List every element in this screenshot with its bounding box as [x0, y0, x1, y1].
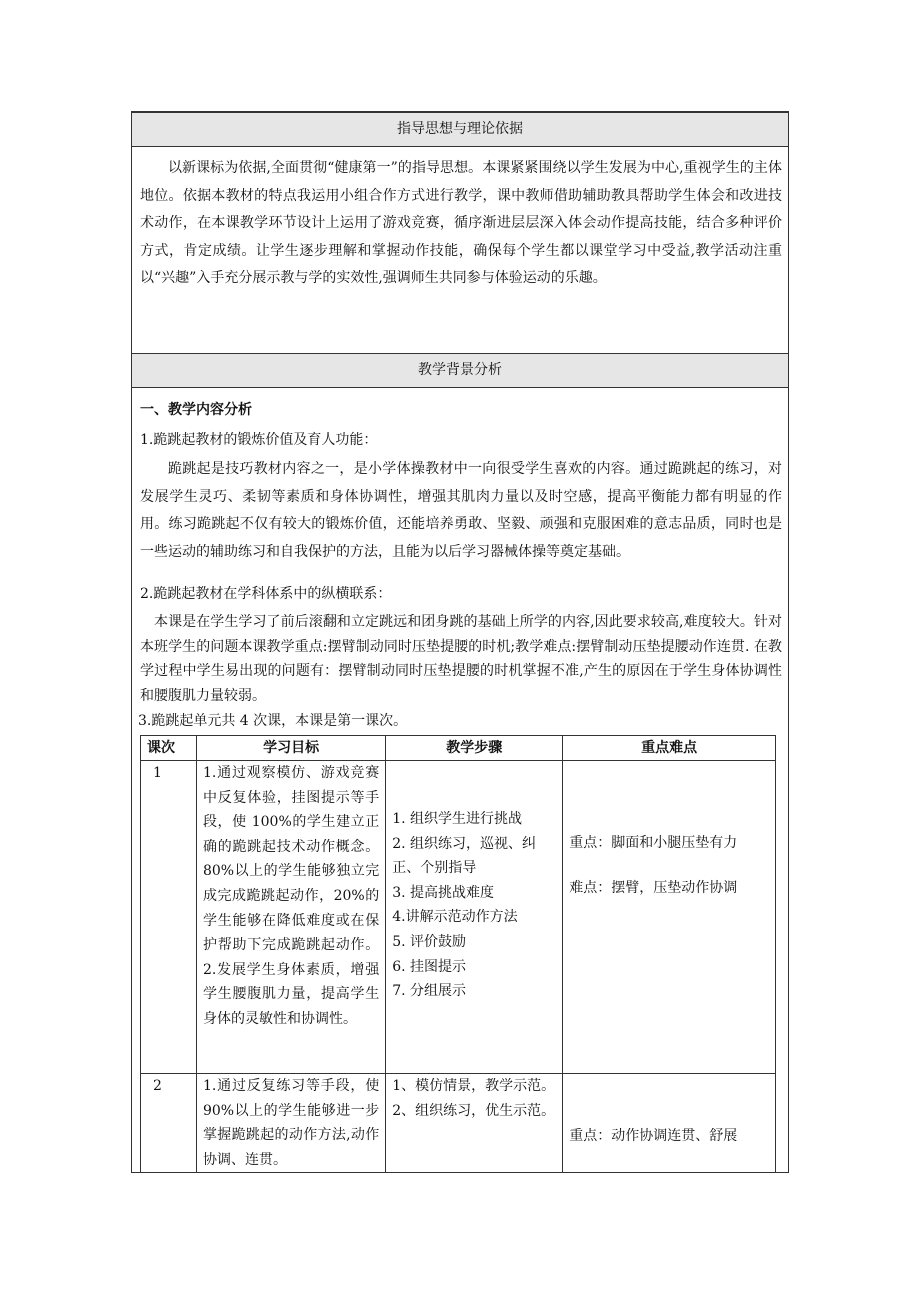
item2-title: 2.跪跳起教材在学科体系中的纵横联系：	[140, 586, 392, 602]
item1-paragraph	[140, 456, 782, 566]
lesson-number: 1	[141, 761, 197, 1074]
col-header-lesson: 课次	[141, 736, 197, 761]
step-item: 5. 评价鼓励	[392, 933, 467, 950]
item2-paragraph	[140, 610, 782, 708]
item1-title: 1.跪跳起教材的锻炼价值及育人功能：	[140, 432, 378, 448]
lesson-number: 2	[141, 1074, 197, 1173]
section-header-background-analysis: 教学背景分析	[132, 353, 788, 388]
key-point: 重点：脚面和小腿压垫有力	[569, 835, 738, 851]
step-item: 6. 挂图提示	[392, 958, 467, 975]
guiding-ideology-text: 以新课标为依据,全面贯彻“健康第一”的指导思想。本课紧紧围绕以学生发展为中心,重视学生的主体地位。依据本教材的特点我运用小组合作方式进行教学，课中教师借助辅助教具帮助学生体会和改进技术动作，在本课教学环节设计上运用了游戏竞赛，循序渐进层层深入体会动作提高技能，结合多种评价方式，肯定成绩。让学生逐步理解和掌握动作技能，确保每个学生都以课堂学习中受益,教学活动注重以“兴趣”入手充分展示教与学的实效性,强调师生共同参与体验运动的乐趣。	[140, 160, 782, 287]
learning-goal: 1.通过观察模仿、游戏竞赛中反复体验，挂图提示等手段，使 100%的学生建立正确的跪跳起技术动作概念。80%以上的学生能够独立完成完成跪跳起动作，20%的学生能够在降低难度或在保护帮助下完成跪跳起动作。2.发展学生身体素质，增强学生腰腹肌力量，提高学生身体的灵敏性和协调性。	[196, 761, 385, 1074]
step-item: 1. 组织学生进行挑战	[392, 811, 523, 827]
key-point: 重点：动作协调连贯、舒展	[569, 1128, 738, 1144]
teaching-steps	[386, 1074, 563, 1173]
col-header-steps: 教学步骤	[386, 736, 563, 761]
learning-goal: 1.通过反复练习等手段，使 90%以上的学生能够进一步掌握跪跳起的动作方法,动作协调、连贯。	[196, 1074, 385, 1173]
content-analysis-heading: 一、教学内容分析	[140, 402, 252, 418]
step-item: 3. 提高挑战难度	[392, 884, 495, 901]
lesson-schedule-table	[140, 735, 776, 1173]
table-row	[141, 1074, 776, 1173]
lesson-plan-frame	[131, 111, 789, 1173]
step-item: 7. 分组展示	[392, 983, 467, 1000]
key-difficult-points	[563, 761, 776, 1074]
step-item: 2、组织练习，优生示范。	[392, 1102, 556, 1119]
col-header-goal: 学习目标	[196, 736, 385, 761]
step-item: 4.讲解示范动作方法	[392, 909, 518, 926]
guiding-ideology-paragraph	[140, 155, 782, 293]
item3-text: 3.跪跳起单元共 4 次课，本课是第一课次。	[138, 713, 408, 729]
table-header-row	[141, 736, 776, 761]
item1-text: 跪跳起是技巧教材内容之一，是小学体操教材中一向很受学生喜欢的内容。通过跪跳起的练习，对发展学生灵巧、柔韧等素质和身体协调性，增强其肌肉力量以及时空感，提高平衡能力都有明显的作用。练习跪跳起不仅有较大的锻炼价值，还能培养勇敢、坚毅、顽强和克服困难的意志品质，同时也是一些运动的辅助练习和自我保护的方法，且能为以后学习器械体操等奠定基础。	[140, 461, 782, 560]
difficult-point: 难点：摆臂，压垫动作协调	[569, 879, 738, 896]
teaching-steps	[386, 761, 563, 1074]
section-header-guiding-ideology: 指导思想与理论依据	[132, 112, 788, 147]
step-item: 2. 组织练习，巡视、纠正、个别指导	[392, 835, 537, 877]
step-item: 1、模仿情景，教学示范。	[392, 1078, 556, 1094]
item2-text: 本课是在学生学习了前后滚翻和立定跳远和团身跳的基础上所学的内容,因此要求较高,难度较大。针对本班学生的问题本课教学重点:摆臂制动同时压垫提腰的时机;教学难点:摆臂制动压垫提腰动作连贯. 在教学过程中学生易出现的问题有：摆臂制动同时压垫提腰的时机掌握不准,产生的原因在于学生身体协调性和腰腹肌力量较弱。	[140, 614, 782, 704]
table-row	[141, 761, 776, 1074]
key-difficult-points	[563, 1074, 776, 1173]
col-header-key-points: 重点难点	[563, 736, 776, 761]
